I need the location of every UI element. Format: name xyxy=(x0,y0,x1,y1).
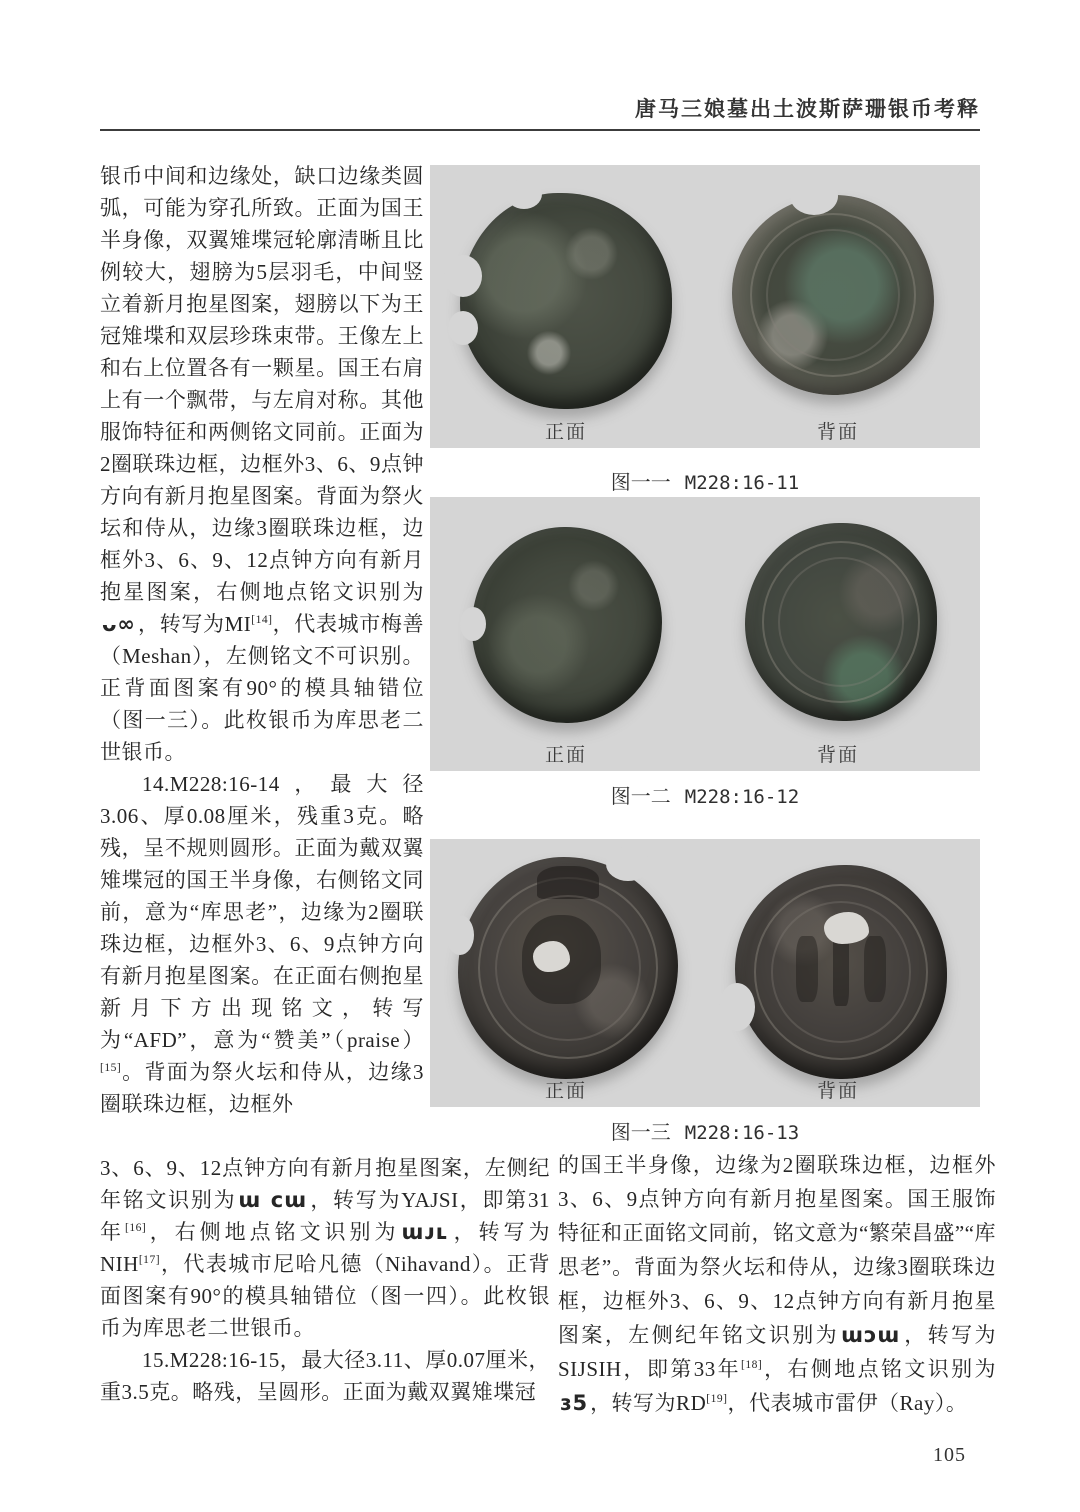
coin-photo-obverse xyxy=(472,527,662,723)
figure-caption-id: M228:16-12 xyxy=(684,786,800,808)
figure-photo-panel xyxy=(430,165,980,448)
coin-photo-obverse xyxy=(458,857,678,1079)
fire-altar-motif xyxy=(833,929,850,1006)
pahlavi-inscription: ɯɔɯ xyxy=(841,1323,901,1347)
attendant-motif xyxy=(796,936,817,1002)
footnote-marker: [16] xyxy=(124,1222,147,1234)
footnote-marker: [17] xyxy=(138,1254,161,1266)
coin-edge-notch xyxy=(606,847,650,881)
obverse-label: 正面 xyxy=(544,422,587,443)
figure-caption-id: M228:16-13 xyxy=(684,1122,800,1144)
coin-edge-notch xyxy=(448,311,478,345)
coin-hole xyxy=(824,912,869,944)
figure-photo-panel xyxy=(430,497,980,771)
footnote-marker: [18] xyxy=(740,1359,763,1371)
coin-photo-reverse xyxy=(732,195,934,395)
footnote-marker: [19] xyxy=(706,1393,728,1405)
text-column-bottom-right xyxy=(558,1148,996,1420)
figure-caption-number: 图一二 xyxy=(610,786,671,808)
coin-photo-reverse xyxy=(735,865,947,1079)
figure-caption xyxy=(430,1116,980,1145)
body-paragraph: 14.M228:16-14，最大径3.06、厚0.08厘米，残重3克。略残，呈不规则圆形。正面为戴双翼雉堞冠的国王半身像，右侧铭文同前，意为“库思老”，边缘为2圈联珠边框，边框外3、6、9点钟方向有新月抱星图案。在正面右侧抱星新月下方出现铭文，转写为“AFD”，意为“赞美”（praise）[15]。背面为祭火坛和侍从，边缘3圈联珠边框，边框外 xyxy=(100,772,424,1116)
obverse-label: 正面 xyxy=(544,1081,587,1102)
text-column-top-left xyxy=(100,160,424,1120)
coin-edge-notch xyxy=(444,255,482,297)
figure-caption-number: 图一一 xyxy=(610,472,671,494)
pahlavi-inscription: ɯ ᴄɯ xyxy=(238,1188,308,1212)
coin-edge-notch xyxy=(446,915,474,955)
running-head-title: 唐马三娘墓出土波斯萨珊银币考释 xyxy=(635,98,980,121)
figure-caption-id: M228:16-11 xyxy=(684,472,800,494)
figure-caption xyxy=(430,780,980,809)
coin-edge-notch xyxy=(790,177,838,215)
pahlavi-inscription: ɯᴊʟ xyxy=(401,1220,449,1244)
body-paragraph: 3、6、9、12点钟方向有新月抱星图案，左侧纪年铭文识别为ɯ ᴄɯ，转写为YAJSI，即第31年[16]，右侧地点铭文识别为ɯᴊʟ，转写为NIH[17]，代表城市尼哈凡德（Nihavand）。正背面图案有90°的模具轴错位（图一四）。此枚银币为库思老二世银币。 xyxy=(100,1156,551,1340)
coin-photo-reverse xyxy=(745,523,937,721)
reverse-label: 背面 xyxy=(816,422,859,443)
coin-hole xyxy=(533,941,570,972)
figure-caption xyxy=(430,466,980,495)
pahlavi-inscription: ɜ5 xyxy=(560,1391,589,1415)
header-rule xyxy=(100,129,980,131)
obverse-label: 正面 xyxy=(544,745,587,766)
coin-photo-obverse xyxy=(460,193,672,409)
reverse-label: 背面 xyxy=(816,745,859,766)
footnote-marker: [15] xyxy=(100,1062,122,1074)
coin-edge-notch xyxy=(460,607,486,641)
coin-edge-notch xyxy=(506,179,542,209)
page-number: 105 xyxy=(933,1444,966,1466)
coin-edge-notch xyxy=(719,983,755,1031)
body-paragraph: 银币中间和边缘处，缺口边缘类圆弧，可能为穿孔所致。正面为国王半身像，双翼雉堞冠轮廓清晰且比例较大，翅膀为5层羽毛，中间竖立着新月抱星图案，翅膀以下为王冠雉堞和双层珍珠束带。王像左上和右上位置各有一颗星。国王右肩上有一个飘带，与左肩对称。其他服饰特征和两侧铭文同前。正面为2圈联珠边框，边框外3、6、9点钟方向有新月抱星图案。背面为祭火坛和侍从，边缘3圈联珠边框，边框外3、6、9、12点钟方向有新月抱星图案，右侧地点铭文识别为ᴗ∞，转写为MI[14]，代表城市梅善（Meshan），左侧铭文不可识别。正背面图案有90°的模具轴错位（图一三）。此枚银币为库思老二世银币。 xyxy=(100,164,424,764)
body-paragraph: 15.M228:16-15，最大径3.11、厚0.07厘米，重3.5克。略残，呈圆形。正面为戴双翼雉堞冠 xyxy=(100,1348,550,1404)
figure-caption-number: 图一三 xyxy=(610,1122,671,1144)
king-bust-motif xyxy=(522,915,601,1004)
attendant-motif xyxy=(864,936,885,1002)
figure-photo-panel xyxy=(430,839,980,1107)
winged-crown-motif xyxy=(537,866,599,899)
footnote-marker: [14] xyxy=(251,614,273,626)
pahlavi-inscription: ᴗ∞ xyxy=(102,612,136,636)
text-column-bottom-left xyxy=(100,1152,550,1408)
body-paragraph: 的国王半身像，边缘为2圈联珠边框，边框外3、6、9点钟方向有新月抱星图案。国王服饰特征和正面铭文同前，铭文意为“繁荣昌盛”“库思老”。背面为祭火坛和侍从，边缘3圈联珠边框，边框外3、6、9、12点钟方向有新月抱星图案，左侧纪年铭文识别为ɯɔɯ，转写为SIJSIH，即第33年[18]，右侧地点铭文识别为ɜ5，转写为RD[19]，代表城市雷伊（Ray）。 xyxy=(558,1153,997,1415)
reverse-label: 背面 xyxy=(816,1081,859,1102)
